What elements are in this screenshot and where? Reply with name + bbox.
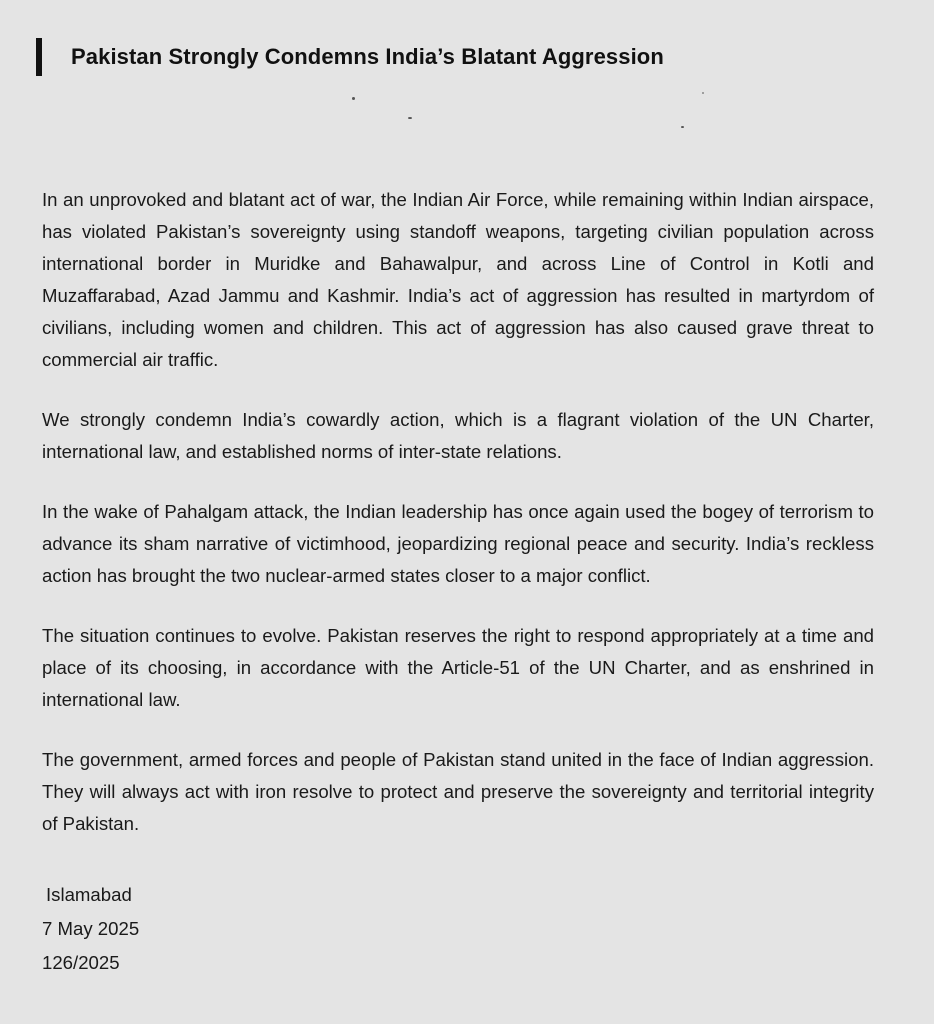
scan-speck [702,92,704,94]
release-reference-number: 126/2025 [42,952,120,973]
paragraph: We strongly condemn India’s cowardly action, which is a flagrant violation of the UN Charter, international law, and established norms of inter-state relations. [42,409,874,462]
scan-speck [681,126,684,128]
paragraph: The government, armed forces and people of Pakistan stand united in the face of Indian aggression. They will always act with iron resolve to protect and preserve the sovereignty and territorial integrity of Pakistan. [42,749,874,834]
paragraph: In an unprovoked and blatant act of war, the Indian Air Force, while remaining within Indian airspace, has violated Pakistan’s sovereignty using standoff weapons, targeting civilian population across international border in Muridke and Bahawalpur, and across Line of Control in Kotli and Muzaffarabad, Azad Jammu and Kashmir. India’s act of aggression has resulted in martyrdom of civilians, including women and children. This act of aggression has also caused grave threat to commercial air traffic. [42,189,874,370]
page-title: Pakistan Strongly Condemns India’s Blatant Aggression [71,44,664,69]
paragraph: In the wake of Pahalgam attack, the Indian leadership has once again used the bogey of terrorism to advance its sham narrative of victimhood, jeopardizing regional peace and security. India’s reckless action has brought the two nuclear-armed states closer to a major conflict. [42,501,874,586]
title-accent-bar [36,38,42,76]
release-place: Islamabad [46,884,132,905]
statement-body [42,184,874,868]
release-footer [42,878,139,980]
title-block [36,38,664,76]
scan-speck [408,117,412,119]
scan-speck [352,97,355,100]
paragraph: The situation continues to evolve. Pakistan reserves the right to respond appropriately at a time and place of its choosing, in accordance with the Article-51 of the UN Charter, and as enshrined in international law. [42,625,874,710]
release-date: 7 May 2025 [42,918,140,939]
